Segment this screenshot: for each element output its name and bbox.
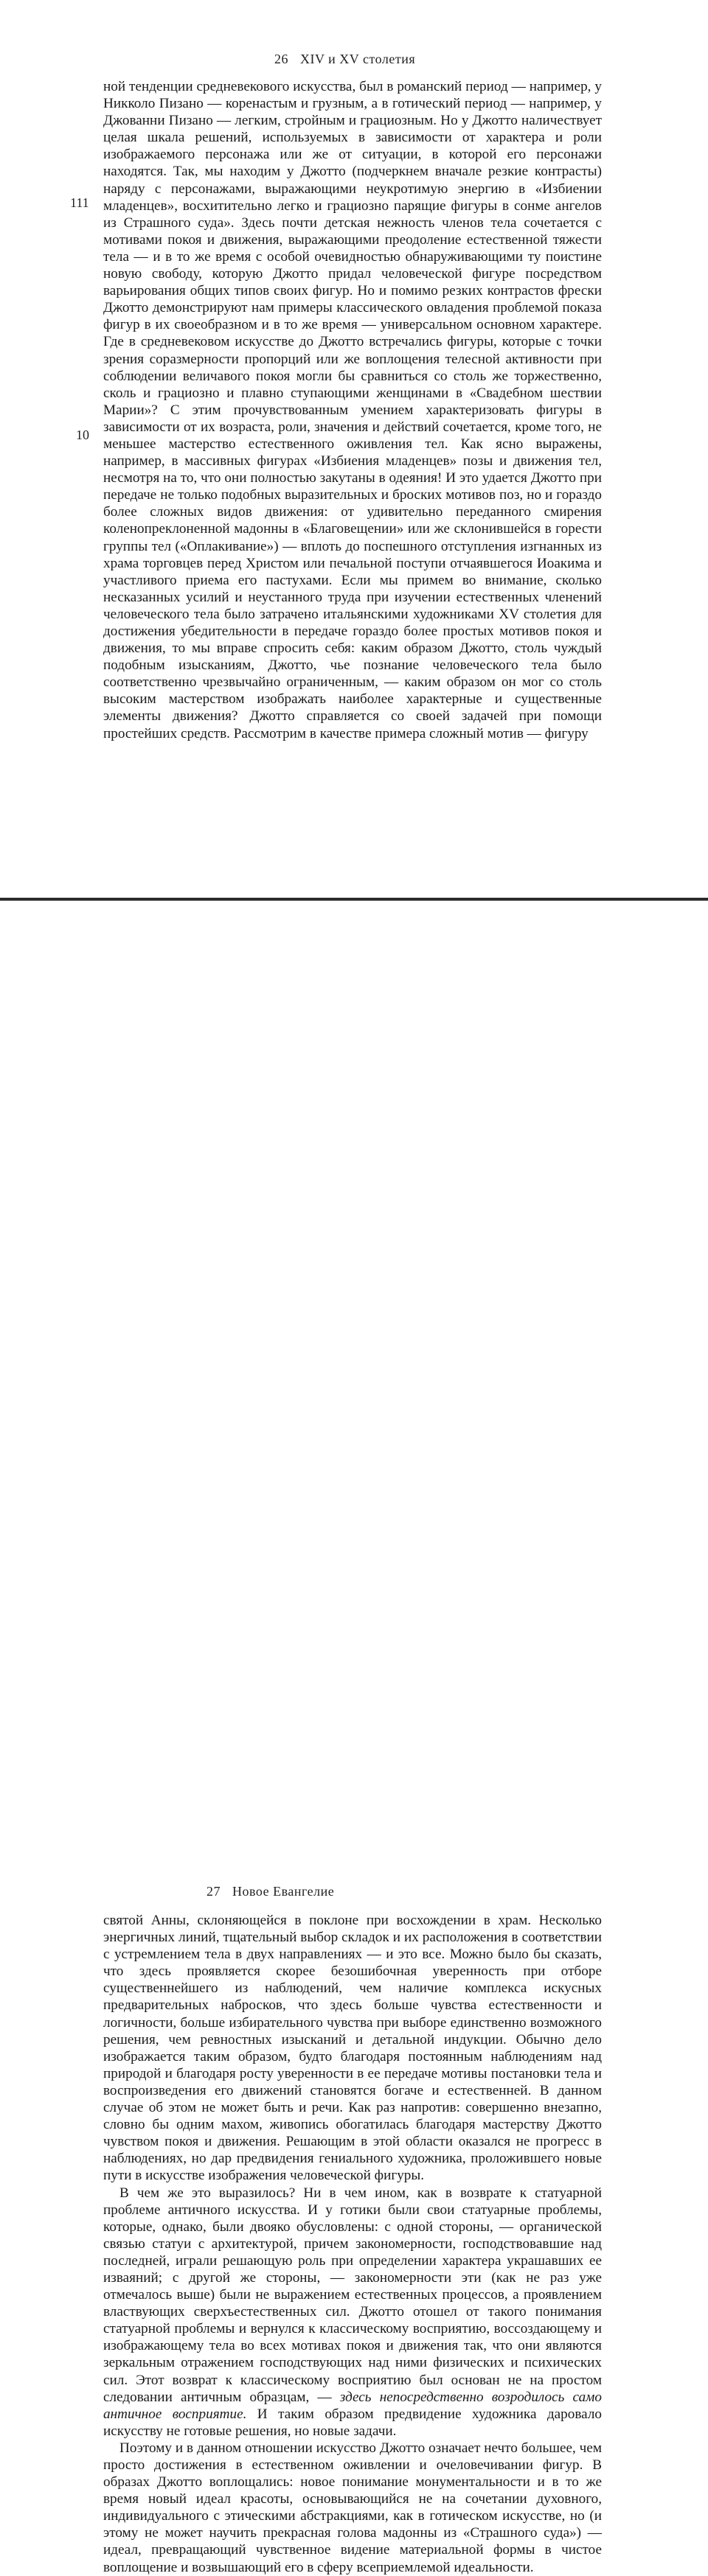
body-text-top <box>103 78 602 742</box>
paragraph-text-tail: И таким образом предвидение художника даровало искусству не готовые решения, но новые задачи. <box>103 2406 602 2439</box>
page-number-bottom: 27 <box>206 1884 221 1899</box>
paragraph <box>103 2185 602 2440</box>
italic-phrase: здесь непосредственно возродилось само античное восприятие. <box>103 2389 602 2422</box>
paragraph-text: В чем же это выразилось? Ни в чем ином, как в возврате к статуарной проблеме античного искусства. И у готики были свои статуарные проблемы, которые, однако, были двояко обусловлены: с одной стороны, — органической связью статуи с архитектурой, причем закономерности, господствовавшие над последней, играли решающую роль при определении характера украшавших ее изваяний; с другой же стороны, — закономерности эти (как не раз уже отмечалось выше) были не выражением естественных процессов, а проявлением властвующих сверхъестественных сил. Джотто отошел от такого понимания статуарной проблемы и вернулся к классическому восприятию, воссоздающему и изображающему тела во всех мотивах покоя и движения так, что они являются зеркальным отражением господствующих над ними физических и психических сил. Этот возврат к классическому восприятию был основан не на простом следовании античным образцам, — <box>103 2185 602 2405</box>
running-head-top <box>274 52 415 67</box>
body-text-bottom <box>103 1912 602 2576</box>
page-number-top: 26 <box>274 52 288 66</box>
running-title-bottom: Новое Евангелие <box>232 1884 335 1899</box>
paragraph: святой Анны, склоняющейся в поклоне при восхождении в храм. Несколько энергичных линий, тщательный выбор складок и их расположения в соответствии с устремлением тела в двух направлениях — и это все. Можно было бы сказать, что здесь проявляется скорее безошибочная уверенность при отборе существеннейшего из наблюдений, чем наличие комплекса искусных предварительных набросков, что здесь больше чувства естественности и логичности, больше избирательного чувства при выборе единственно возможного решения, чем ревностных изысканий и детальной индукции. Обычно дело изображается таким образом, будто благодаря постоянным наблюдениям над природой и благодаря росту уверенности в ее передаче мотивы постановки тела и воспроизведения его движений становятся богаче и естественней. В данном случае об этом не может быть и речи. Как раз напротив: совершенно внезапно, словно бы одним махом, живопись обогатилась благодаря мастерству Джотто чувством покоя и движения. Решающим в этой области оказался не прогресс в наблюдениях, но дар предвидения гениального художника, проложившего новые пути в искусстве изображения человеческой фигуры. <box>103 1913 602 2184</box>
margin-number-111: 111 <box>70 195 89 210</box>
running-title-top: XIV и XV столетия <box>300 52 416 66</box>
margin-number-10: 10 <box>76 427 89 442</box>
running-head-bottom <box>206 1884 334 1899</box>
paragraph: Поэтому и в данном отношении искусство Джотто означает нечто большее, чем просто достижения в естественном оживлении и очеловечивании фигур. В образах Джотто воплощались: новое понимание монументальности и в то же время новый идеал красоты, основывающийся не на сочетании духовного, индивидуального с этическими абстракциями, как в готическом искусстве, но (и этому не может научить прекрасная голова мадонны из «Страшного суда») — идеал, превращающий чувственное видение материальной формы в чистое воплощение и возвышающий его в сферу всеприемлемой идеальности. <box>103 2440 602 2575</box>
paragraph: ной тенденции средневекового искусства, был в романский период — например, у Никколо Пизано — коренастым и грузным, а в готический период — например, у Джованни Пизано — легким, стройным и грациозным. Но у Джотто наличествует целая шкала решений, используемых в зависимости от характера и роли изображаемого персонажа или же от ситуации, в которой его персонажи находятся. Так, мы находим у Джотто (подчеркнем вначале резкие контрасты) наряду с персонажами, выражающими неукротимую энергию в «Избиении младенцев», восхитительно легко и грациозно парящие фигуры в сонме ангелов из Страшного суда». Здесь почти детская нежность членов тела сочетается с мотивами покоя и движения, выражающими преодоление естественной тяжести тела — и в то же время с особой очевидностью обнаруживающими ту поистине новую свободу, которую Джотто придал человеческой фигуре посредством варьирования общих типов своих фигур. Но и помимо резких контрастов фрески Джотто демонстрируют нам примеры классического овладения проблемой показа фигур в их своеобразном и в то же время — универсальном основном характере. Где в средневековом искусстве до Джотто встречались фигуры, которые с точки зрения соразмерности пропорций или же воплощения телесной активности при соблюдении величавого покоя могли бы сравниться со столь же торжественно, сколь и грациозно и плавно ступающими женщинами в «Свадебном шествии Марии»? С этим прочувствованным умением характеризовать фигуры в зависимости от их возраста, роли, значения и действий сочетается, кроме того, не меньшее мастерство естественного оживления тел. Как ясно выражены, например, в массивных фигурах «Избиения младенцев» позы и движения тел, несмотря на то, что они полностью закутаны в одеяния! И это удается Джотто при передаче не только подобных выразительных и броских мотивов поз, но и гораздо более сложных видов движения: от удивительно переданного смирения коленопреклоненной мадонны в «Благовещении» или же склонившейся в горести группы тел («Оплакивание») — вплоть до поспешного отступления изгнанных из храма торговцев перед Христом или печальной поступи отчаявшегося Иоакима и участливого приема его пастухами. Если мы примем во внимание, сколько несказанных усилий и неустанного труда при изучении естественных членений человеческого тела было затрачено итальянскими художниками XV столетия для достижения убедительности в передаче гораздо более простых мотивов покоя и движения, то мы вправе спросить себя: каким образом Джотто, столь чуждый подобным изысканиям, Джотто, чье познание человеческого тела было соответственно чрезвычайно ограниченным, — каким образом он мог со столь высоким мастерством изображать наиболее характерные и существенные элементы движения? Джотто справляется со своей задачей при помощи простейших средств. Рассмотрим в качестве примера сложный мотив — фигуру <box>103 79 602 741</box>
page-27 <box>0 901 708 2575</box>
page-26 <box>0 0 708 898</box>
